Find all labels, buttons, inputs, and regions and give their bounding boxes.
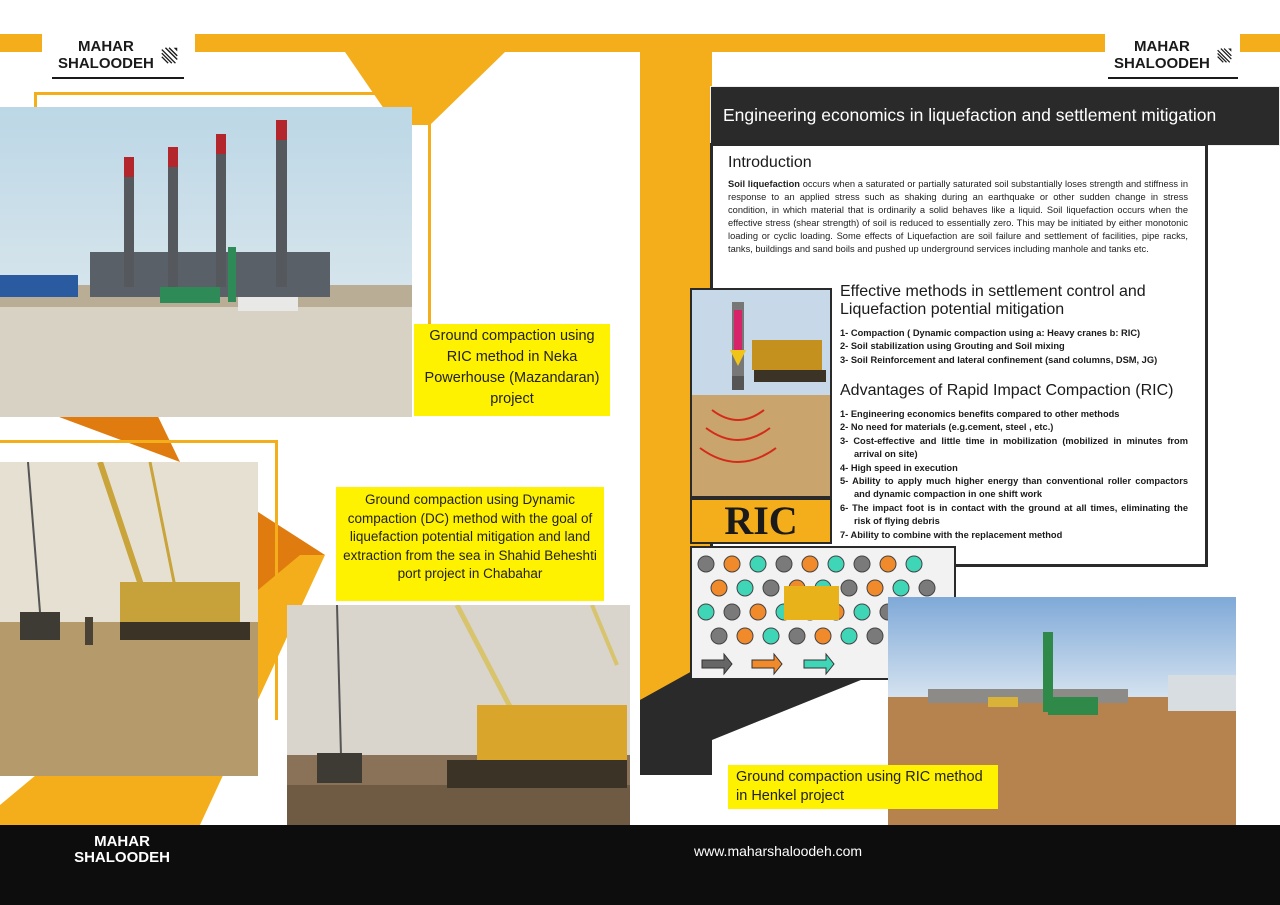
logo-line1: MAHAR: [1134, 38, 1190, 55]
grid-point-icon: [854, 604, 870, 620]
list-item: 2- Soil stabilization using Grouting and Soil mixing: [840, 341, 1065, 352]
list-item: 1- Compaction ( Dynamic compaction using a: Heavy cranes b: RIC): [840, 328, 1141, 338]
list-item: 2- No need for materials (e.g.cement, steel , etc.): [840, 422, 1054, 433]
grid-point-icon: [893, 580, 909, 596]
footer-logo: [64, 834, 180, 866]
grid-point-icon: [698, 604, 714, 620]
grid-point-icon: [841, 628, 857, 644]
intro-lead: Soil liquefaction: [728, 179, 800, 189]
list-item: 4- High speed in execution: [840, 462, 958, 473]
methods-list: [840, 327, 1190, 367]
intro-body: occurs when a saturated or partially saturated soil substantially loses strength and stiffness in response to an applied stress such as shaking during an earthquake or other sudden change in stress condition, in which material that is ordinarily a solid behaves like a liquid. Soil liquefaction occurs when the effective stress (shear strength) of soil is reduced to essentially zero. This may be initiated by either monotonic loading or cyclic loading. Some effects of Liquefaction are soil failure and settlement of facilities, pipe racks, tanks, buildings and sand boils and pushed up underground services including manhole and tanks etc.: [728, 179, 1188, 255]
website-link[interactable]: www.maharshaloodeh.com: [694, 843, 863, 859]
grid-point-icon: [724, 556, 740, 572]
list-item: 3- Soil Reinforcement and lateral confinement (sand columns, DSM, JG): [840, 354, 1158, 365]
grid-point-icon: [841, 580, 857, 596]
grid-point-icon: [880, 556, 896, 572]
caption-neka: Ground compaction using RIC method in Neka Powerhouse (Mazandaran) project: [414, 324, 610, 416]
crane-site-photo: [0, 462, 258, 776]
caption-henkel: Ground compaction using RIC method in Henkel project: [728, 765, 998, 809]
footer-logo-line1: MAHAR: [94, 833, 150, 850]
grid-point-icon: [763, 580, 779, 596]
logo-line1: MAHAR: [78, 38, 134, 55]
roller-icon: [784, 586, 839, 620]
grid-point-icon: [854, 556, 870, 572]
methods-heading: Effective methods in settlement control and Liquefaction potential mitigation: [840, 283, 1146, 318]
list-item: 6- The impact foot is in contact with the ground at all times, eliminating the risk of flying debris: [840, 502, 1188, 527]
grid-point-icon: [711, 628, 727, 644]
logo-line2: SHALOODEH: [1114, 55, 1210, 72]
grid-point-icon: [776, 556, 792, 572]
grid-point-icon: [737, 628, 753, 644]
advantages-list: [840, 408, 1188, 542]
methods-section: [840, 283, 1190, 367]
grid-point-icon: [802, 556, 818, 572]
henkel-site-photo: [888, 597, 1236, 848]
grid-point-icon: [789, 628, 805, 644]
grid-point-icon: [763, 628, 779, 644]
brand-logo-top-right: [1108, 33, 1238, 79]
grid-point-icon: [724, 604, 740, 620]
direction-arrow-icon: [752, 654, 782, 674]
footer-logo-line2: SHALOODEH: [74, 849, 170, 866]
grid-point-icon: [750, 604, 766, 620]
ric-label-box: [690, 498, 832, 544]
logo-line2: SHALOODEH: [58, 55, 154, 72]
intro-heading: Introduction: [728, 154, 812, 171]
grid-point-icon: [698, 556, 714, 572]
caption-chabahar: Ground compaction using Dynamic compaction (DC) method with the goal of liquefaction potential mitigation and land extraction from the sea in Shahid Beheshti port project in Chabahar: [336, 487, 604, 601]
list-item: 1- Engineering economics benefits compared to other methods: [840, 409, 1120, 419]
footer-bar: [0, 825, 1280, 905]
advantages-section: [840, 382, 1188, 542]
grid-point-icon: [737, 580, 753, 596]
list-item: 3- Cost-effective and little time in mobilization (mobilized in minutes from arrival on site): [840, 435, 1188, 460]
direction-arrow-icon: [702, 654, 732, 674]
brand-logo-top-left: [52, 33, 184, 79]
list-item: 5- Ability to apply much higher energy than conventional roller compactors and dynamic compaction in one shift work: [840, 476, 1188, 500]
grid-point-icon: [750, 556, 766, 572]
grid-point-icon: [815, 628, 831, 644]
advantages-heading: Advantages of Rapid Impact Compaction (RIC): [840, 382, 1174, 399]
main-title: Engineering economics in liquefaction and settlement mitigation: [723, 105, 1217, 125]
main-title-bar: [710, 86, 1280, 146]
list-item: 7- Ability to combine with the replacement method: [840, 529, 1063, 540]
port-crane-photo: [287, 605, 630, 852]
grid-point-icon: [906, 556, 922, 572]
ric-illustration: [690, 288, 832, 498]
intro-paragraph: [728, 178, 1188, 257]
grid-point-icon: [711, 580, 727, 596]
logo-mark-icon: [1216, 35, 1232, 75]
powerhouse-site-photo: [0, 107, 412, 417]
direction-arrow-icon: [804, 654, 834, 674]
logo-mark-icon: [160, 35, 178, 75]
grid-point-icon: [828, 556, 844, 572]
grid-point-icon: [867, 628, 883, 644]
grid-point-icon: [919, 580, 935, 596]
grid-point-icon: [867, 580, 883, 596]
ric-label: RIC: [724, 498, 798, 543]
